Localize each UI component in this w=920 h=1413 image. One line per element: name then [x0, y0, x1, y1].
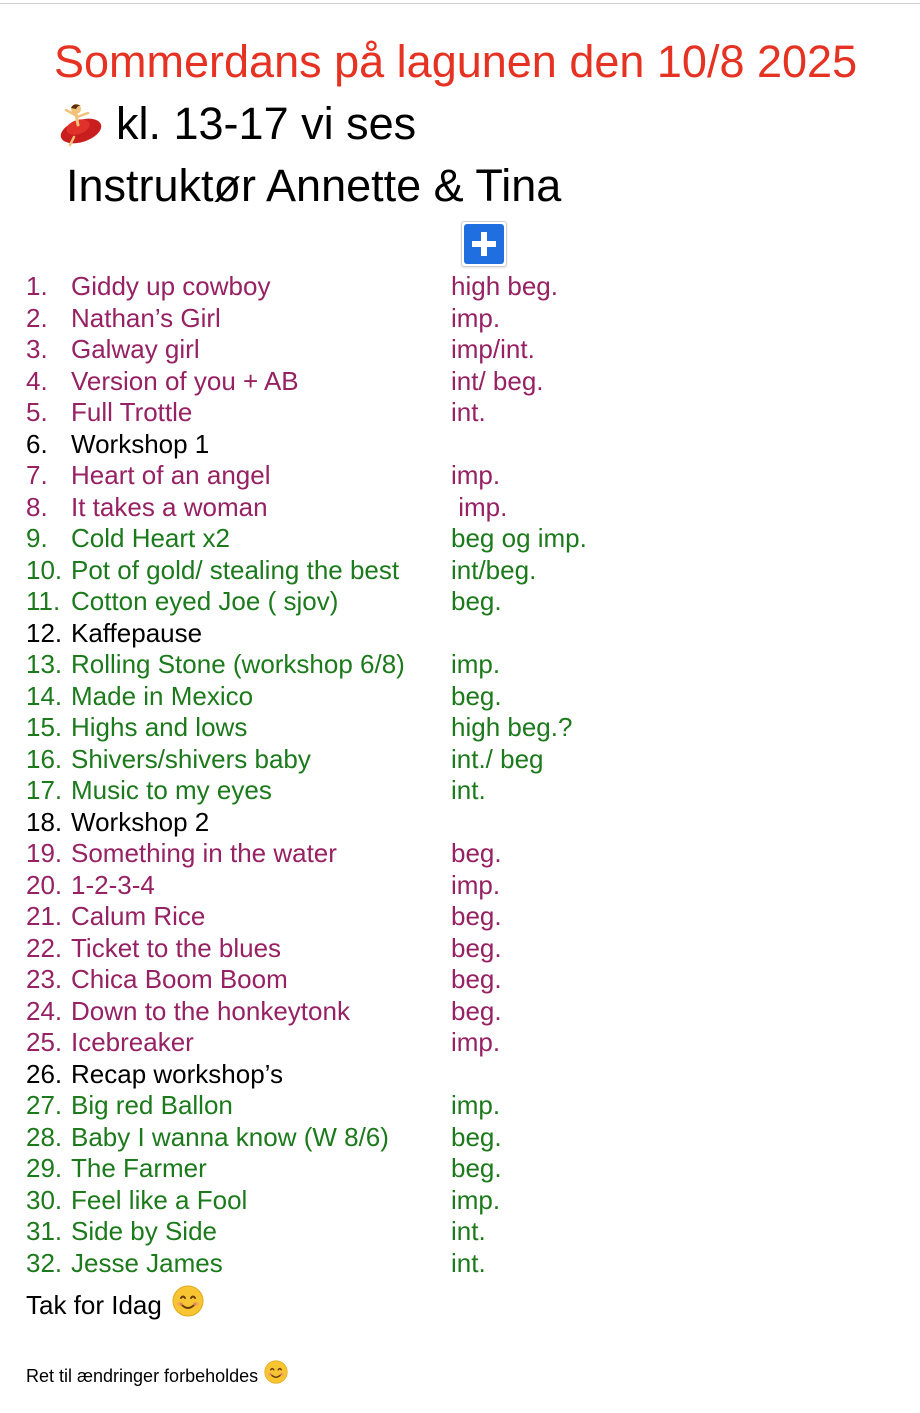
list-item-level: beg. — [451, 901, 502, 931]
list-item-number: 2. — [26, 302, 48, 333]
list-item-dance-name: Cotton eyed Joe ( sjov) — [71, 586, 339, 616]
list-item-dance-name: Galway girl — [71, 334, 200, 364]
list-item — [0, 1122, 920, 1154]
list-item-level: int/beg. — [451, 554, 537, 585]
list-item-number: 25. — [26, 1027, 63, 1057]
list-item-dance-name: Chica Boom Boom — [71, 964, 288, 994]
list-item-number: 28. — [26, 1121, 63, 1152]
list-item-dance-name: Music to my eyes — [71, 775, 272, 805]
list-item-number: 9. — [26, 523, 48, 553]
list-item-level: high beg. — [451, 271, 558, 301]
list-item-dance-name: Workshop 2 — [71, 806, 210, 837]
list-item — [0, 303, 920, 335]
list-item-dance-name: Jesse James — [71, 1247, 223, 1278]
list-item-number: 13. — [26, 649, 63, 679]
list-item — [0, 870, 920, 902]
list-item-number: 31. — [26, 1216, 63, 1246]
list-item-level: beg og imp. — [451, 523, 587, 553]
list-item-number: 21. — [26, 901, 63, 931]
list-item-level: beg. — [451, 1153, 502, 1183]
list-item — [0, 555, 920, 587]
list-item-level: beg. — [451, 964, 502, 994]
list-item-level: int./ beg — [451, 743, 544, 774]
time-line — [54, 96, 416, 152]
instructors-line: Instruktør Annette & Tina — [66, 160, 562, 211]
list-item-number: 16. — [26, 743, 63, 774]
list-item — [0, 712, 920, 744]
list-item-dance-name: Feel like a Fool — [71, 1184, 248, 1215]
list-item-level: beg. — [451, 1121, 502, 1152]
list-item — [0, 397, 920, 429]
plus-icon — [464, 224, 504, 264]
list-item-dance-name: Calum Rice — [71, 901, 206, 931]
list-item-number: 10. — [26, 554, 63, 585]
list-item — [0, 964, 920, 996]
list-item-number: 4. — [26, 365, 48, 396]
list-item-number: 14. — [26, 680, 63, 711]
list-item — [0, 460, 920, 492]
list-item — [0, 1248, 920, 1280]
list-item-number: 19. — [26, 838, 63, 868]
list-item — [0, 933, 920, 965]
list-item — [0, 838, 920, 870]
list-item — [0, 271, 920, 303]
list-item-number: 18. — [26, 806, 63, 837]
list-item-number: 5. — [26, 397, 48, 427]
list-item-level: beg. — [451, 680, 502, 711]
list-item — [0, 586, 920, 618]
list-item — [0, 1153, 920, 1185]
list-item-number: 26. — [26, 1058, 63, 1089]
list-item-number: 30. — [26, 1184, 63, 1215]
dance-list — [0, 271, 920, 1279]
list-item — [0, 901, 920, 933]
list-item-number: 15. — [26, 712, 63, 742]
list-item — [0, 681, 920, 713]
list-item-level: imp. — [451, 649, 501, 679]
thanks-text: Tak for Idag — [26, 1290, 162, 1320]
list-item-dance-name: Made in Mexico — [71, 680, 254, 711]
list-item-number: 3. — [26, 334, 48, 364]
list-item-number: 8. — [26, 491, 48, 522]
list-item-level: int. — [451, 775, 486, 805]
list-item-level: int. — [451, 397, 486, 427]
top-divider — [0, 3, 920, 4]
list-item-level: int/ beg. — [451, 365, 544, 396]
list-item-level: imp/int. — [451, 334, 535, 364]
list-item-dance-name: Heart of an angel — [71, 460, 271, 490]
list-item-dance-name: Big red Ballon — [71, 1090, 233, 1120]
list-item-level: imp. — [451, 302, 501, 333]
list-item — [0, 1185, 920, 1217]
list-item — [0, 1216, 920, 1248]
list-item-number: 23. — [26, 964, 63, 994]
list-item-dance-name: Highs and lows — [71, 712, 248, 742]
smiling-face-icon — [264, 1360, 288, 1391]
page-title: Sommerdans på lagunen den 10/8 2025 — [54, 36, 858, 87]
list-item-number: 20. — [26, 869, 63, 900]
list-item — [0, 429, 920, 461]
disclaimer-line — [26, 1360, 288, 1391]
list-item-number: 27. — [26, 1090, 63, 1120]
list-item-dance-name: Recap workshop’s — [71, 1058, 283, 1089]
list-item-dance-name: The Farmer — [71, 1153, 207, 1183]
list-item-dance-name: Full Trottle — [71, 397, 193, 427]
list-item — [0, 523, 920, 555]
list-item-dance-name: Cold Heart x2 — [71, 523, 230, 553]
list-item-level: int. — [451, 1247, 486, 1278]
list-item — [0, 744, 920, 776]
list-item-dance-name: Version of you + AB — [71, 365, 299, 396]
add-button[interactable] — [461, 221, 507, 267]
list-item-dance-name: Side by Side — [71, 1216, 217, 1246]
list-item — [0, 492, 920, 524]
list-item-number: 24. — [26, 995, 63, 1026]
list-item-dance-name: Down to the honkeytonk — [71, 995, 350, 1026]
list-item-number: 29. — [26, 1153, 63, 1183]
list-item-level: imp. — [451, 1184, 501, 1215]
list-item-dance-name: Pot of gold/ stealing the best — [71, 554, 400, 585]
list-item — [0, 618, 920, 650]
thanks-line — [26, 1285, 204, 1325]
list-item — [0, 807, 920, 839]
list-item-level: beg. — [451, 932, 502, 963]
smiling-face-icon — [172, 1285, 204, 1325]
list-item-dance-name: It takes a woman — [71, 491, 268, 522]
list-item-number: 17. — [26, 775, 63, 805]
list-item — [0, 1059, 920, 1091]
time-text: kl. 13-17 vi ses — [116, 98, 417, 149]
list-item-level: imp. — [451, 491, 508, 522]
dancer-icon — [54, 101, 106, 147]
list-item-level: imp. — [451, 460, 501, 490]
list-item-dance-name: Nathan’s Girl — [71, 302, 221, 333]
list-item-dance-name: Shivers/shivers baby — [71, 743, 311, 774]
list-item-dance-name: Giddy up cowboy — [71, 271, 271, 301]
list-item-dance-name: 1-2-3-4 — [71, 869, 155, 900]
list-item-number: 22. — [26, 932, 63, 963]
list-item-level: imp. — [451, 1090, 501, 1120]
list-item-dance-name: Icebreaker — [71, 1027, 194, 1057]
list-item-level: beg. — [451, 838, 502, 868]
list-item-dance-name: Rolling Stone (workshop 6/8) — [71, 649, 405, 679]
list-item — [0, 996, 920, 1028]
list-item-level: high beg.? — [451, 712, 573, 742]
list-item — [0, 366, 920, 398]
list-item — [0, 1090, 920, 1122]
list-item-level: beg. — [451, 995, 502, 1026]
list-item-level: int. — [451, 1216, 486, 1246]
list-item — [0, 334, 920, 366]
list-item-number: 1. — [26, 271, 48, 301]
list-item-number: 12. — [26, 617, 63, 648]
list-item-dance-name: Workshop 1 — [71, 428, 210, 459]
list-item — [0, 775, 920, 807]
list-item-level: beg. — [451, 586, 502, 616]
list-item-number: 11. — [26, 586, 61, 616]
disclaimer-text: Ret til ændringer forbeholdes — [26, 1365, 259, 1386]
list-item-dance-name: Kaffepause — [71, 617, 203, 648]
list-item-level: imp. — [451, 869, 501, 900]
list-item-dance-name: Something in the water — [71, 838, 337, 868]
list-item-number: 6. — [26, 428, 48, 459]
list-item — [0, 1027, 920, 1059]
list-item-dance-name: Ticket to the blues — [71, 932, 282, 963]
list-item-dance-name: Baby I wanna know (W 8/6) — [71, 1121, 389, 1152]
list-item — [0, 649, 920, 681]
list-item-number: 32. — [26, 1247, 63, 1278]
list-item-level: imp. — [451, 1027, 501, 1057]
list-item-number: 7. — [26, 460, 48, 490]
